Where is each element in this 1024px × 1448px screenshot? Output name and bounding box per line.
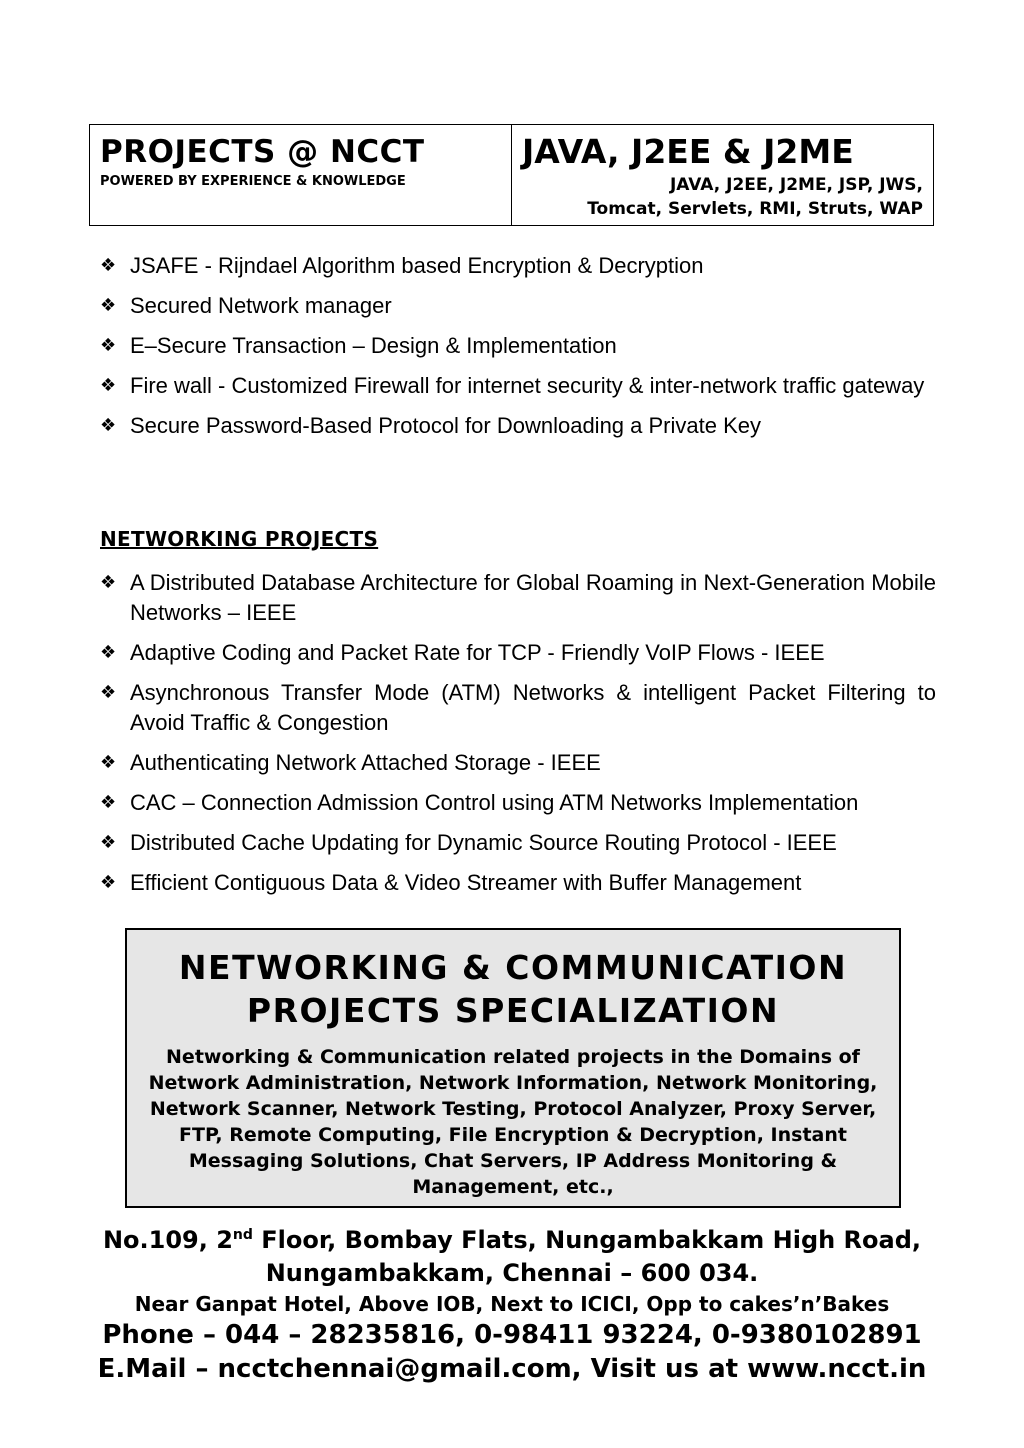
address-city: Nungambakkam, Chennai – 600 034. bbox=[265, 1259, 759, 1287]
header-tech-cell bbox=[512, 125, 933, 225]
project-title: A Distributed Database Architecture for Global Roaming in Next-Generation Mobile Networks – IEEE bbox=[130, 570, 936, 625]
project-title: Authenticating Network Attached Storage - IEEE bbox=[130, 750, 601, 775]
specialization-title bbox=[127, 946, 899, 1032]
diamond-bullet-icon: ❖ bbox=[100, 752, 117, 773]
contact-phone: Phone – 044 – 28235816, 0-98411 93224, 0-9380102891 bbox=[102, 1320, 922, 1350]
diamond-bullet-icon: ❖ bbox=[100, 375, 117, 396]
list-item bbox=[100, 868, 936, 898]
tech-list bbox=[522, 173, 923, 221]
diamond-bullet-icon: ❖ bbox=[100, 792, 117, 813]
brand-tagline: POWERED BY EXPERIENCE & KNOWLEDGE bbox=[100, 174, 406, 189]
diamond-bullet-icon: ❖ bbox=[100, 572, 117, 593]
specialization-title-line: NETWORKING & COMMUNICATION bbox=[178, 948, 848, 987]
project-title: E–Secure Transaction – Design & Implementation bbox=[130, 333, 617, 358]
networking-projects-heading: NETWORKING PROJECTS bbox=[100, 527, 379, 551]
list-item bbox=[100, 748, 936, 778]
diamond-bullet-icon: ❖ bbox=[100, 335, 117, 356]
specialization-title-line: PROJECTS SPECIALIZATION bbox=[246, 991, 780, 1030]
list-item bbox=[100, 828, 936, 858]
address-street: Floor, Bombay Flats, Nungambakkam High Road, bbox=[252, 1226, 922, 1254]
diamond-bullet-icon: ❖ bbox=[100, 255, 117, 276]
diamond-bullet-icon: ❖ bbox=[100, 682, 117, 703]
java-projects-list bbox=[100, 251, 936, 451]
brand-title: PROJECTS @ NCCT bbox=[100, 134, 425, 170]
address-number: No.109, 2 bbox=[102, 1226, 233, 1254]
specialization-body: Networking & Communication related projects in the Domains of Network Administration, Network Information, Network Monitoring, Network Scanner, Network Testing, Protocol Analyzer, Proxy Server, FTP, Remote Computing, File Encryption & Decryption, Instant Messaging Solutions, Chat Servers, IP Address Monitoring & Management, etc., bbox=[148, 1046, 878, 1198]
list-item bbox=[100, 251, 936, 281]
project-title: CAC – Connection Admission Control using ATM Networks Implementation bbox=[130, 790, 859, 815]
project-title: Distributed Cache Updating for Dynamic Source Routing Protocol - IEEE bbox=[130, 830, 837, 855]
list-item bbox=[100, 678, 936, 738]
contact-email: E.Mail – ncctchennai@gmail.com, Visit us at www.ncct.in bbox=[97, 1354, 927, 1384]
project-title: Adaptive Coding and Packet Rate for TCP - Friendly VoIP Flows - IEEE bbox=[130, 640, 825, 665]
project-title: Fire wall - Customized Firewall for internet security & inter-network traffic gateway bbox=[130, 373, 925, 398]
project-title: JSAFE - Rijndael Algorithm based Encryption & Decryption bbox=[130, 253, 704, 278]
specialization-box bbox=[125, 928, 901, 1208]
list-item bbox=[100, 291, 936, 321]
project-title: Asynchronous Transfer Mode (ATM) Networks & intelligent Packet Filtering to Avoid Traffic & Congestion bbox=[130, 680, 936, 735]
tech-list-line: Tomcat, Servlets, RMI, Struts, WAP bbox=[587, 199, 923, 219]
project-title: Secured Network manager bbox=[130, 293, 392, 318]
list-item bbox=[100, 411, 936, 441]
networking-projects-list bbox=[100, 568, 936, 908]
project-title: Secure Password-Based Protocol for Downloading a Private Key bbox=[130, 413, 761, 438]
diamond-bullet-icon: ❖ bbox=[100, 872, 117, 893]
header-brand-cell bbox=[90, 125, 512, 225]
address-line bbox=[60, 1224, 964, 1257]
list-item bbox=[100, 638, 936, 668]
contact-address bbox=[60, 1224, 964, 1386]
list-item bbox=[100, 788, 936, 818]
list-item bbox=[100, 331, 936, 361]
tech-list-line: JAVA, J2EE, J2ME, JSP, JWS, bbox=[669, 175, 923, 195]
list-item bbox=[100, 371, 936, 401]
address-floor-suffix: nd bbox=[232, 1227, 253, 1243]
address-landmark: Near Ganpat Hotel, Above IOB, Next to ICICI, Opp to cakes’n’Bakes bbox=[134, 1292, 890, 1316]
tech-title: JAVA, J2EE & J2ME bbox=[522, 132, 854, 171]
list-item bbox=[100, 568, 936, 628]
diamond-bullet-icon: ❖ bbox=[100, 642, 117, 663]
diamond-bullet-icon: ❖ bbox=[100, 832, 117, 853]
diamond-bullet-icon: ❖ bbox=[100, 295, 117, 316]
diamond-bullet-icon: ❖ bbox=[100, 415, 117, 436]
header-table bbox=[89, 124, 934, 226]
project-title: Efficient Contiguous Data & Video Streamer with Buffer Management bbox=[130, 870, 802, 895]
